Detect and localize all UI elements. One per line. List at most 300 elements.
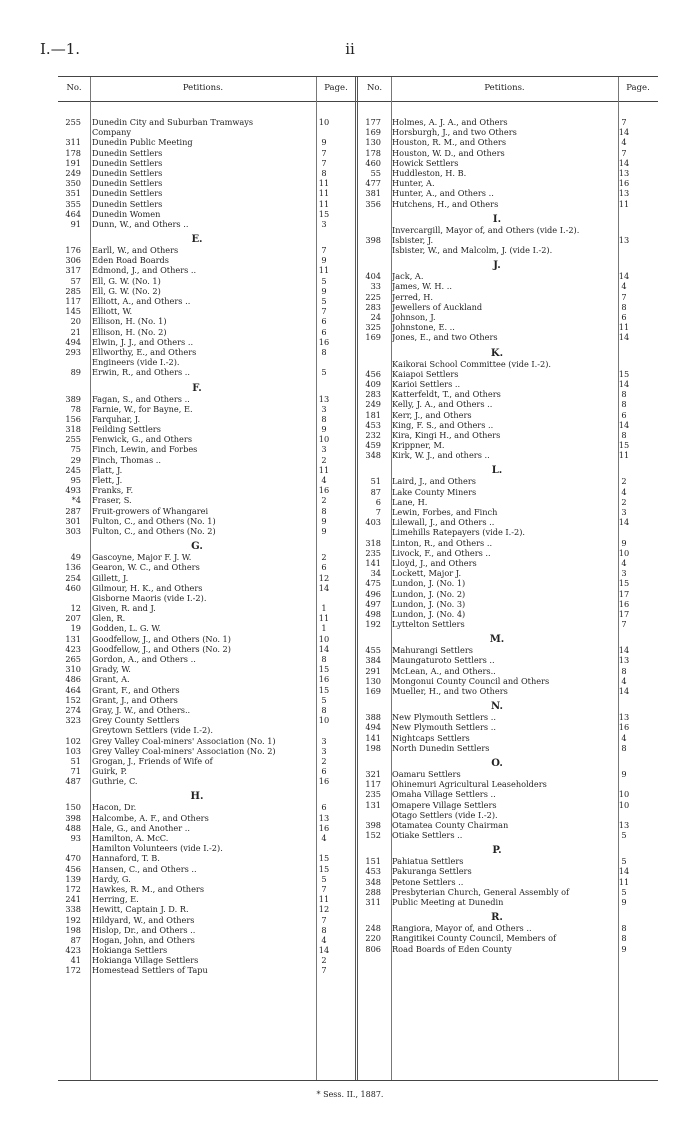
table-row: [358, 430, 658, 440]
table-row: [58, 776, 358, 786]
column-header-petitions: Petitions.: [182, 83, 224, 93]
petition-number: 198: [365, 742, 381, 753]
table-row: [358, 769, 658, 779]
petition-number: 470: [65, 853, 81, 864]
petition-number: 398: [365, 234, 381, 245]
petition-number: 310: [65, 664, 81, 675]
page-reference: 4: [321, 934, 327, 945]
petition-name: Grey Valley Coal-miners' Association (No. 2): [92, 745, 276, 756]
page-reference: 11: [318, 613, 330, 624]
table-row: [58, 634, 358, 644]
table-row: [58, 245, 358, 255]
petition-name: Ohinemuri Agricultural Leaseholders: [392, 779, 547, 790]
table-row: [58, 516, 358, 526]
petition-number: 404: [365, 271, 381, 282]
petition-name: Godden, L. G. W.: [92, 623, 161, 634]
table-row: [358, 866, 658, 876]
table-row: [358, 302, 658, 312]
page-reference: 2: [321, 755, 327, 766]
petition-name: Halcombe, A. F., and Others: [92, 812, 209, 823]
petition-number: 139: [65, 873, 81, 884]
petition-number: 156: [65, 413, 81, 424]
page-reference: 5: [321, 275, 327, 286]
petition-number: 255: [65, 117, 81, 127]
table-row: [58, 394, 358, 404]
page-reference: 11: [318, 464, 330, 475]
table-row: [358, 800, 658, 810]
table-row: [358, 666, 658, 676]
page-reference: 6: [321, 802, 327, 813]
petition-name: Dunedin Public Meeting: [92, 137, 193, 148]
page-reference: 1: [321, 603, 327, 614]
petition-name: Dunedin Settlers: [92, 188, 163, 199]
petition-name: Krippner, M.: [392, 440, 445, 451]
petition-name: Public Meeting at Dunedin: [392, 897, 504, 907]
page-reference: 11: [318, 178, 330, 189]
petition-number: 806: [365, 943, 381, 954]
petition-name: Goodfellow, J., and Others (No. 2): [92, 643, 231, 654]
petition-number: 169: [365, 332, 381, 343]
page-reference: 5: [321, 296, 327, 306]
table-row: [58, 424, 358, 434]
petition-name: Dunn, W., and Others ..: [92, 218, 189, 229]
page-reference: 15: [318, 853, 330, 864]
petition-number: 95: [70, 475, 81, 485]
petition-name: Ell, G. W. (No. 1): [92, 275, 161, 286]
page-reference: 4: [621, 732, 627, 743]
page-reference: 12: [318, 904, 330, 915]
petition-number: 381: [365, 188, 381, 199]
petition-number: 355: [65, 198, 81, 209]
petition-name: Gordon, A., and Others ..: [92, 654, 196, 664]
page-reference: 5: [321, 694, 327, 705]
page-reference: 4: [321, 475, 327, 485]
petition-number: 409: [365, 378, 381, 389]
table-row: [358, 507, 658, 517]
table-row: [358, 168, 658, 178]
petition-number: 20: [70, 316, 81, 327]
petition-number: 172: [65, 883, 81, 894]
page-reference: 2: [321, 495, 327, 506]
document-reference: I.—1.: [40, 40, 81, 58]
table-row: [58, 573, 358, 583]
table-row: [58, 148, 358, 158]
table-row: [58, 925, 358, 935]
petition-name: Hunter, A.: [392, 178, 435, 189]
table-row: [358, 923, 658, 933]
petition-number: 493: [65, 485, 81, 496]
page-reference: 16: [318, 674, 330, 685]
petition-number: 176: [65, 245, 81, 256]
petition-number: 57: [70, 275, 81, 286]
petition-name: Kelly, J. A., and Others ..: [392, 399, 493, 410]
column-header-no: No.: [366, 83, 383, 93]
petition-number: 318: [365, 537, 381, 548]
section-letter: [358, 840, 658, 856]
petition-number: 181: [365, 409, 381, 420]
column-header-petitions: Petitions.: [484, 83, 525, 93]
petition-number: 456: [365, 368, 381, 379]
table-row: [358, 686, 658, 696]
petition-name: Johnson, J.: [392, 312, 436, 322]
petition-name: King, F. S., and Others ..: [392, 419, 494, 430]
table-row: [58, 296, 358, 306]
page-number: ii: [345, 40, 355, 58]
page-reference: 4: [621, 557, 627, 568]
petition-name: Jones, E., and two Others: [392, 332, 498, 343]
page-reference: 8: [321, 413, 327, 424]
section-heading: F.: [192, 382, 202, 394]
table-row: [358, 789, 658, 799]
petition-number: 51: [370, 476, 381, 487]
page-reference: 7: [321, 147, 327, 158]
petition-number: 497: [365, 598, 381, 609]
page-reference: 14: [618, 866, 630, 877]
petition-name: Kaiapoi Settlers: [392, 368, 459, 379]
table-row: [58, 833, 358, 843]
petition-number: 71: [70, 766, 81, 777]
petition-name: Gillett, J.: [92, 572, 129, 583]
petition-name: Kerr, J., and Others: [392, 409, 472, 420]
petition-number: 117: [65, 296, 81, 306]
table-row: [358, 292, 658, 302]
section-letter: [358, 753, 658, 769]
petition-number: 283: [365, 389, 381, 400]
petition-name: Hislop, Dr., and Others ..: [92, 924, 196, 935]
petition-name: Grady, W.: [92, 664, 131, 675]
petition-number: 486: [65, 674, 81, 685]
table-row: [58, 613, 358, 623]
table-row: [358, 655, 658, 665]
table-row: [358, 235, 658, 245]
page-reference: 6: [321, 326, 327, 337]
table-row: [58, 178, 358, 188]
page-reference: 8: [621, 742, 627, 753]
table-row: [358, 733, 658, 743]
table-row: [58, 209, 358, 219]
page-reference: 2: [621, 476, 627, 487]
page-reference: 6: [321, 316, 327, 327]
table-row: [358, 944, 658, 954]
petition-number: 136: [65, 562, 81, 573]
page-reference: 17: [618, 588, 630, 599]
table-row: [58, 337, 358, 347]
petition-number: 477: [365, 178, 381, 189]
page-reference: 10: [318, 715, 330, 726]
petition-name: Gisborne Maoris (vide I.-2).: [92, 592, 207, 603]
petition-number: 494: [65, 336, 81, 347]
petition-name: Ellison, H. (No. 2): [92, 326, 167, 337]
page-reference: 5: [321, 873, 327, 884]
petition-number: 488: [65, 822, 81, 833]
petition-name: Mueller, H., and two Others: [392, 686, 508, 696]
petition-number: 398: [65, 812, 81, 823]
petition-name: Eden Road Boards: [92, 255, 169, 266]
page-reference: 9: [321, 515, 327, 526]
page-reference: 3: [621, 507, 627, 517]
section-letter: [358, 696, 658, 712]
petition-name: Dunedin Women: [92, 208, 161, 219]
table-row: [358, 148, 658, 158]
petition-name: Pahiatua Settlers: [392, 856, 464, 867]
page-reference: 11: [618, 450, 630, 461]
page-reference: 14: [618, 378, 630, 389]
petition-number: 285: [65, 285, 81, 296]
table-row: [358, 619, 658, 629]
petition-number: 350: [65, 178, 81, 189]
table-row: [58, 915, 358, 925]
page-reference: 13: [318, 812, 330, 823]
page-reference: 12: [318, 572, 330, 583]
petition-name: Franks, F.: [92, 485, 134, 496]
petition-name: Elliott, W.: [92, 306, 133, 317]
table-row: [358, 379, 658, 389]
petition-number: 131: [365, 799, 381, 810]
petition-number: 191: [65, 157, 81, 168]
petition-number: 178: [365, 147, 381, 158]
petition-number: 235: [365, 789, 381, 800]
petition-name: Fenwick, G., and Others: [92, 434, 193, 445]
table-row: [358, 810, 658, 820]
petition-name: Omaha Village Settlers ..: [392, 789, 496, 800]
table-row: [58, 137, 358, 147]
petition-name: Lane, H.: [392, 496, 428, 507]
page-reference: 15: [618, 440, 630, 451]
petition-number: 475: [365, 578, 381, 589]
petition-name: Holmes, A. J. A., and Others: [392, 117, 508, 127]
petition-name: Given, R. and J.: [92, 603, 156, 614]
table-row: [58, 695, 358, 705]
petition-number: 41: [70, 955, 81, 966]
page-reference: 5: [621, 886, 627, 897]
section-heading: H.: [190, 791, 204, 803]
table-row: [358, 440, 658, 450]
page-reference: 14: [618, 419, 630, 430]
petition-name: Lake County Miners: [392, 486, 477, 497]
petition-number: 311: [65, 137, 81, 148]
page-reference: 8: [621, 399, 627, 410]
page-reference: 11: [318, 198, 330, 209]
petition-name: Kirk, W. J., and others ..: [392, 450, 490, 461]
table-row: [358, 645, 658, 655]
petition-name: Jewellers of Auckland: [392, 301, 483, 312]
table-row: [58, 674, 358, 684]
table-row: [358, 887, 658, 897]
petition-name: Hannaford, T. B.: [92, 853, 160, 864]
petition-name: Homestead Settlers of Tapu: [92, 965, 208, 976]
petition-name: Elwin, J. J., and Others ..: [92, 336, 194, 347]
petition-number: 498: [365, 608, 381, 619]
petition-number: 317: [65, 265, 81, 276]
petition-number: 152: [365, 830, 381, 841]
table-row: [358, 722, 658, 732]
table-row: [58, 725, 358, 735]
table-row: [58, 286, 358, 296]
page-reference: 7: [621, 117, 627, 127]
petition-number: 384: [365, 655, 381, 666]
page-reference: 7: [321, 883, 327, 894]
table-row: [358, 389, 658, 399]
page-reference: 13: [618, 712, 630, 723]
petition-number: 287: [65, 505, 81, 516]
petition-name: Guthrie, C.: [92, 776, 138, 787]
petition-name: Howick Settlers: [392, 157, 459, 168]
page-reference: 6: [621, 312, 627, 322]
petitions-index-table: [58, 76, 658, 1081]
section-letter: [58, 229, 358, 245]
petition-number: 321: [365, 768, 381, 779]
page-reference: 8: [321, 654, 327, 664]
page-reference: 9: [621, 537, 627, 548]
table-row: [58, 414, 358, 424]
petition-name: Farnie, W., for Bayne, E.: [92, 403, 193, 414]
page-reference: 15: [318, 863, 330, 874]
petition-name: Hunter, A., and Others ..: [392, 188, 494, 199]
petition-name: Dunedin Settlers: [92, 167, 163, 178]
petition-number: 291: [365, 665, 381, 676]
petition-number: 389: [65, 393, 81, 404]
table-row: [358, 137, 658, 147]
petition-number: 151: [365, 856, 381, 867]
page-reference: 13: [618, 655, 630, 666]
petition-number: 301: [65, 515, 81, 526]
petition-number: 152: [65, 694, 81, 705]
petition-number: 21: [70, 326, 81, 337]
table-row: [58, 434, 358, 444]
petition-number: 198: [65, 924, 81, 935]
petition-number: 487: [65, 776, 81, 787]
table-row: [358, 856, 658, 866]
petition-number: 323: [65, 715, 81, 726]
petition-name: Otiake Settlers ..: [392, 830, 463, 841]
page-reference: 5: [621, 856, 627, 867]
page-reference: 8: [621, 389, 627, 400]
petition-name: Fagan, S., and Others ..: [92, 393, 190, 404]
table-row: [358, 487, 658, 497]
page-reference: 11: [618, 198, 630, 209]
table-row: [358, 410, 658, 420]
table-row: [358, 312, 658, 322]
petition-number: 87: [70, 934, 81, 945]
page-reference: 7: [321, 306, 327, 317]
page-reference: 14: [618, 686, 630, 696]
petition-name: Gearon, W. C., and Others: [92, 562, 200, 573]
table-row: [358, 538, 658, 548]
petition-name: James, W. H. ..: [392, 281, 452, 292]
petition-number: 241: [65, 894, 81, 905]
table-row: [358, 527, 658, 537]
table-row: [58, 276, 358, 286]
petition-name: Lundon, J. (No. 2): [392, 588, 466, 599]
petition-name: Otamatea County Chairman: [392, 819, 509, 830]
page-reference: 16: [618, 722, 630, 733]
petition-name: Petone Settlers ..: [392, 876, 464, 887]
petition-name: Grant, A.: [92, 674, 130, 685]
petition-name: Hamilton, A. McC.: [92, 833, 169, 843]
page-reference: 9: [621, 943, 627, 954]
petition-name: Limehills Ratepayers (vide I.-2).: [392, 527, 526, 538]
section-letter: [58, 786, 358, 802]
petition-number: 388: [365, 712, 381, 723]
petition-number: 55: [370, 167, 381, 178]
petition-name: Dunedin Settlers: [92, 198, 163, 209]
petition-name: Houston, W. D., and Others: [392, 147, 505, 158]
petition-name: Kira, Kingi H., and Others: [392, 429, 501, 440]
petition-number: 255: [65, 434, 81, 445]
section-letter: [358, 460, 658, 476]
table-row: [358, 877, 658, 887]
petition-name: Farquhar, J.: [92, 413, 141, 424]
table-row: [358, 369, 658, 379]
petition-number: 249: [365, 399, 381, 410]
page-reference: 8: [621, 301, 627, 312]
page-reference: 8: [321, 167, 327, 178]
table-row: [358, 225, 658, 235]
petition-name: Gilmour, H. K., and Others: [92, 582, 203, 593]
page-reference: 6: [321, 562, 327, 573]
page-reference: 9: [321, 285, 327, 296]
page-reference: 10: [618, 547, 630, 558]
petition-number: 93: [70, 833, 81, 843]
petition-number: 254: [65, 572, 81, 583]
column-header-no: No.: [66, 83, 82, 93]
petition-name: North Dunedin Settlers: [392, 742, 490, 753]
petition-name: Laird, J., and Others: [392, 476, 476, 487]
table-row: [58, 593, 358, 603]
table-row: [58, 884, 358, 894]
page-reference: 11: [618, 876, 630, 887]
petition-name: Gascoyne, Major F. J. W.: [92, 552, 192, 563]
petition-number: 19: [70, 623, 81, 634]
petition-number: 235: [365, 547, 381, 558]
petition-number: 145: [65, 306, 81, 317]
petition-number: 274: [65, 704, 81, 715]
table-row: [358, 420, 658, 430]
petition-name: Greytown Settlers (vide I.-2).: [92, 725, 213, 736]
table-row: [358, 245, 658, 255]
table-row: [58, 654, 358, 664]
table-row: [358, 117, 658, 127]
petition-number: 459: [365, 440, 381, 451]
page-reference: 16: [318, 776, 330, 787]
petition-name: Dunedin Settlers: [92, 178, 163, 189]
left-column: [58, 117, 358, 976]
page-reference: 16: [618, 178, 630, 189]
petition-name: Isbister, W., and Malcolm, J. (vide I.-2).: [392, 245, 553, 256]
petition-number: 131: [65, 633, 81, 644]
table-row: [358, 676, 658, 686]
section-heading: O.: [491, 757, 503, 769]
petition-number: 12: [70, 603, 81, 614]
page-reference: 14: [318, 643, 330, 654]
petition-name: New Plymouth Settlers ..: [392, 712, 496, 723]
page-reference: 16: [318, 822, 330, 833]
page-reference: 10: [618, 789, 630, 800]
table-row: [58, 188, 358, 198]
table-row: [58, 465, 358, 475]
petition-number: 172: [65, 965, 81, 976]
table-row: [358, 199, 658, 209]
petition-name: Omapere Village Settlers: [392, 799, 497, 810]
petition-number: 225: [365, 291, 381, 302]
table-row: [358, 558, 658, 568]
page-reference: 4: [621, 281, 627, 292]
petition-number: 141: [365, 732, 381, 743]
table-row: [58, 158, 358, 168]
table-row: [58, 746, 358, 756]
petition-name: Hewitt, Captain J. D. R.: [92, 904, 189, 915]
petition-number: 325: [365, 322, 381, 333]
